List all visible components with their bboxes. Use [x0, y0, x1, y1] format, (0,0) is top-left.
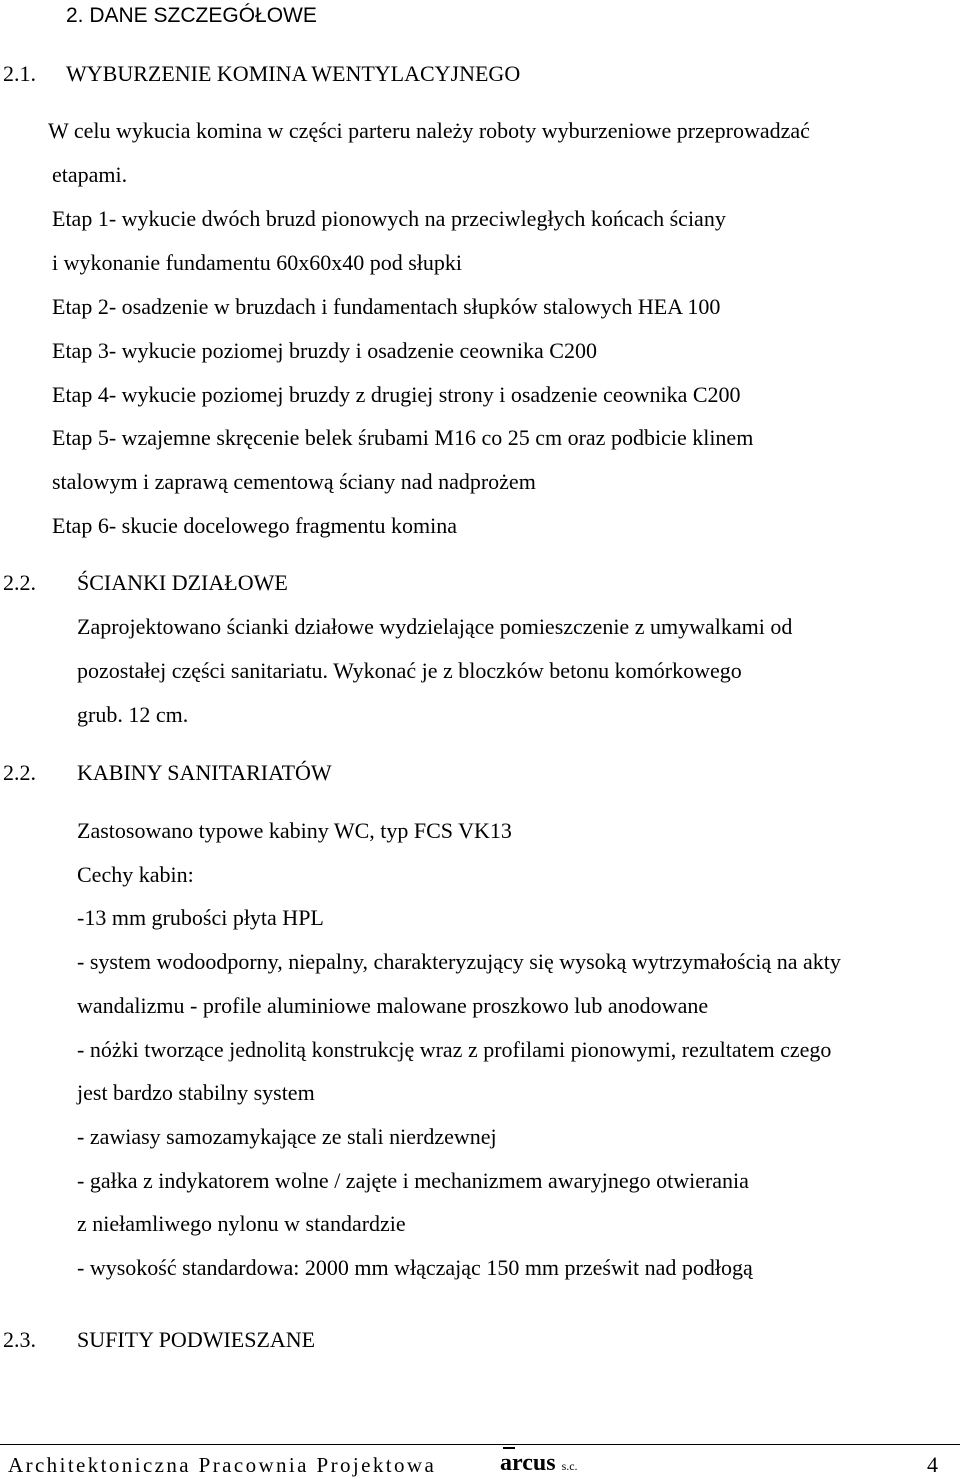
- stage-line: i wykonanie fundamentu 60x60x40 pod słupki: [52, 250, 463, 275]
- section-heading-2-3: SUFITY PODWIESZANE: [77, 1327, 316, 1352]
- logo-suffix: s.c.: [561, 1459, 578, 1473]
- stage-line: Etap 2- osadzenie w bruzdach i fundamentach słupków stalowych HEA 100: [52, 294, 721, 319]
- section-heading-2-2: ŚCIANKI DZIAŁOWE: [77, 570, 288, 595]
- section-number-2-1: 2.1.: [3, 61, 36, 86]
- section-number-2-2: 2.2.: [3, 570, 36, 595]
- paragraph-line: Zastosowano typowe kabiny WC, typ FCS VK13: [77, 818, 512, 843]
- list-item: -13 mm grubości płyta HPL: [77, 905, 324, 930]
- stage-line: Etap 1- wykucie dwóch bruzd pionowych na przeciwległych końcach ściany: [52, 206, 726, 231]
- section-number-2-3: 2.3.: [3, 1327, 36, 1352]
- list-item: - gałka z indykatorem wolne / zajęte i mechanizmem awaryjnego otwierania: [77, 1168, 749, 1193]
- paragraph-line: W celu wykucia komina w części parteru należy roboty wyburzeniowe przeprowadzać: [48, 118, 810, 143]
- paragraph-line: Cechy kabin:: [77, 862, 194, 887]
- paragraph-line: grub. 12 cm.: [77, 702, 189, 727]
- list-item: wandalizmu - profile aluminiowe malowane proszkowo lub anodowane: [77, 993, 709, 1018]
- logo-word: arcus: [500, 1450, 556, 1476]
- list-item: - nóżki tworzące jednolitą konstrukcję wraz z profilami pionowymi, rezultatem czego: [77, 1037, 832, 1062]
- section-heading-2-1: WYBURZENIE KOMINA WENTYLACYJNEGO: [66, 61, 521, 86]
- footer-office-name: Architektoniczna Pracownia Projektowa: [8, 1453, 437, 1477]
- list-item: z niełamliwego nylonu w standardzie: [77, 1211, 406, 1236]
- section-number-2-2b: 2.2.: [3, 760, 36, 785]
- stage-line: Etap 4- wykucie poziomej bruzdy z drugiej strony i osadzenie ceownika C200: [52, 382, 741, 407]
- stage-line: Etap 3- wykucie poziomej bruzdy i osadzenie ceownika C200: [52, 338, 597, 363]
- list-item: jest bardzo stabilny system: [77, 1080, 315, 1105]
- paragraph-line: pozostałej części sanitariatu. Wykonać je z bloczków betonu komórkowego: [77, 658, 742, 683]
- paragraph-line: etapami.: [52, 162, 128, 187]
- list-item: - wysokość standardowa: 2000 mm włączając 150 mm prześwit nad podłogą: [77, 1255, 753, 1280]
- footer-divider: [0, 1444, 960, 1445]
- stage-line: Etap 5- wzajemne skręcenie belek śrubami M16 co 25 cm oraz podbicie klinem: [52, 425, 754, 450]
- stage-line: Etap 6- skucie docelowego fragmentu komina: [52, 513, 458, 538]
- paragraph-line: Zaprojektowano ścianki działowe wydzielające pomieszczenie z umywalkami od: [77, 614, 793, 639]
- stage-line: stalowym i zaprawą cementową ściany nad nadprożem: [52, 469, 536, 494]
- list-item: - zawiasy samozamykające ze stali nierdzewnej: [77, 1124, 497, 1149]
- page-number: 4: [927, 1452, 938, 1477]
- company-logo: [500, 1450, 578, 1479]
- section-heading-kabiny: KABINY SANITARIATÓW: [77, 760, 332, 785]
- list-item: - system wodoodporny, niepalny, charakteryzujący się wysoką wytrzymałością na akty: [77, 949, 841, 974]
- section-title: 2. DANE SZCZEGÓŁOWE: [66, 4, 317, 27]
